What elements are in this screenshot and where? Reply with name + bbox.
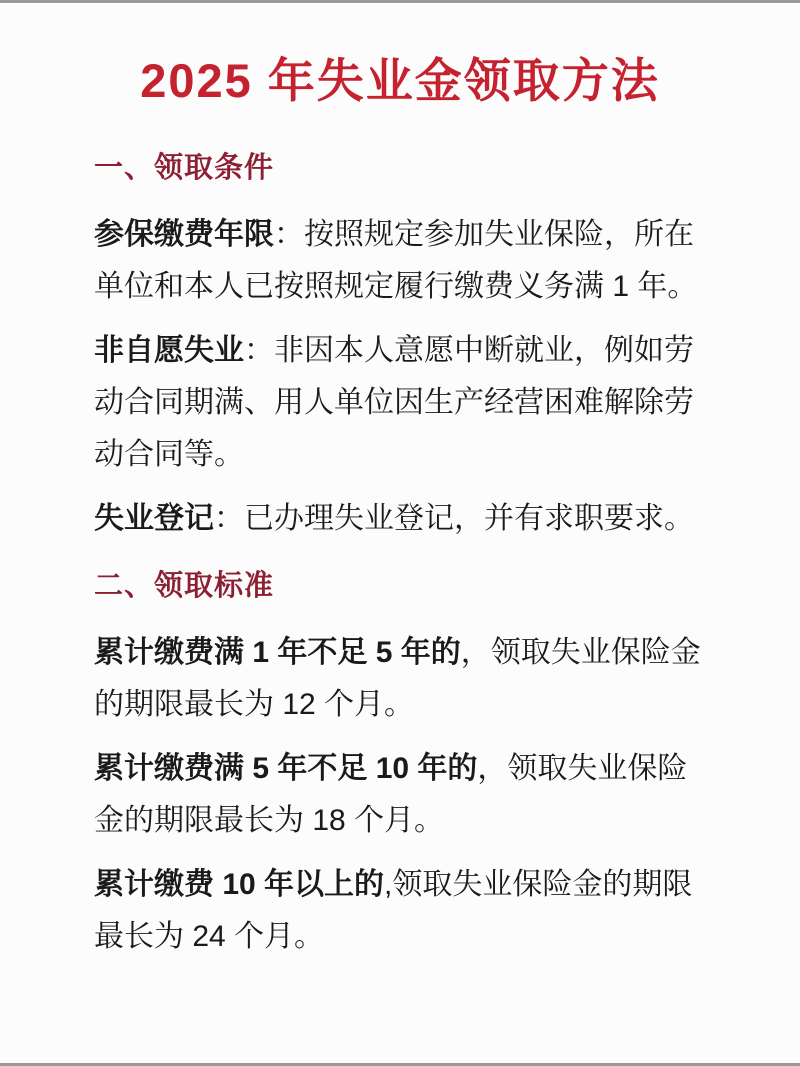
paragraph-lead: 累计缴费满 5 年不足 10 年的 bbox=[94, 752, 478, 785]
paragraph-separator: , bbox=[384, 868, 393, 901]
paragraph-lead: 非自愿失业 bbox=[94, 334, 244, 367]
paragraph-1-to-5-years bbox=[94, 627, 712, 731]
paragraph-insurance-years bbox=[94, 209, 712, 313]
content-area bbox=[0, 151, 800, 963]
paragraph-lead: 累计缴费 10 年以上的 bbox=[94, 868, 385, 901]
page-title: 2025 年失业金领取方法 bbox=[140, 54, 660, 107]
paragraph-body: 已办理失业登记，并有求职要求。 bbox=[244, 502, 694, 535]
paragraph-separator: ： bbox=[274, 218, 304, 251]
paragraph-separator: ： bbox=[214, 502, 244, 535]
paragraph-body: 领取失业保险金的期限最长为 18 个月。 bbox=[94, 752, 688, 837]
section-standards bbox=[94, 569, 712, 963]
paragraph-unemployment-registration bbox=[94, 493, 712, 545]
paragraph-involuntary-unemployment bbox=[94, 325, 712, 481]
paragraph-separator: ： bbox=[244, 334, 274, 367]
paragraph-body: 非因本人意愿中断就业，例如劳动合同期满、用人单位因生产经营困难解除劳动合同等。 bbox=[94, 334, 694, 471]
paragraph-lead: 累计缴费满 1 年不足 5 年的 bbox=[94, 636, 461, 669]
section-conditions bbox=[94, 151, 712, 545]
paragraph-over-10-years bbox=[94, 859, 712, 963]
paragraph-lead: 参保缴费年限 bbox=[94, 218, 274, 251]
paragraph-separator: ， bbox=[460, 636, 491, 669]
section-heading-standards: 二、领取标准 bbox=[94, 570, 275, 602]
paragraph-body: 按照规定参加失业保险，所在单位和本人已按照规定履行缴费义务满 1 年。 bbox=[94, 218, 698, 303]
paragraph-body: 领取失业保险金的期限最长为 12 个月。 bbox=[94, 636, 701, 721]
paragraph-lead: 失业登记 bbox=[94, 502, 214, 535]
paragraph-separator: ， bbox=[477, 752, 508, 785]
top-edge-divider bbox=[0, 0, 800, 3]
section-heading-conditions: 一、领取条件 bbox=[94, 152, 275, 184]
paragraph-body: 领取失业保险金的期限最长为 24 个月。 bbox=[94, 868, 693, 953]
paragraph-5-to-10-years bbox=[94, 743, 712, 847]
